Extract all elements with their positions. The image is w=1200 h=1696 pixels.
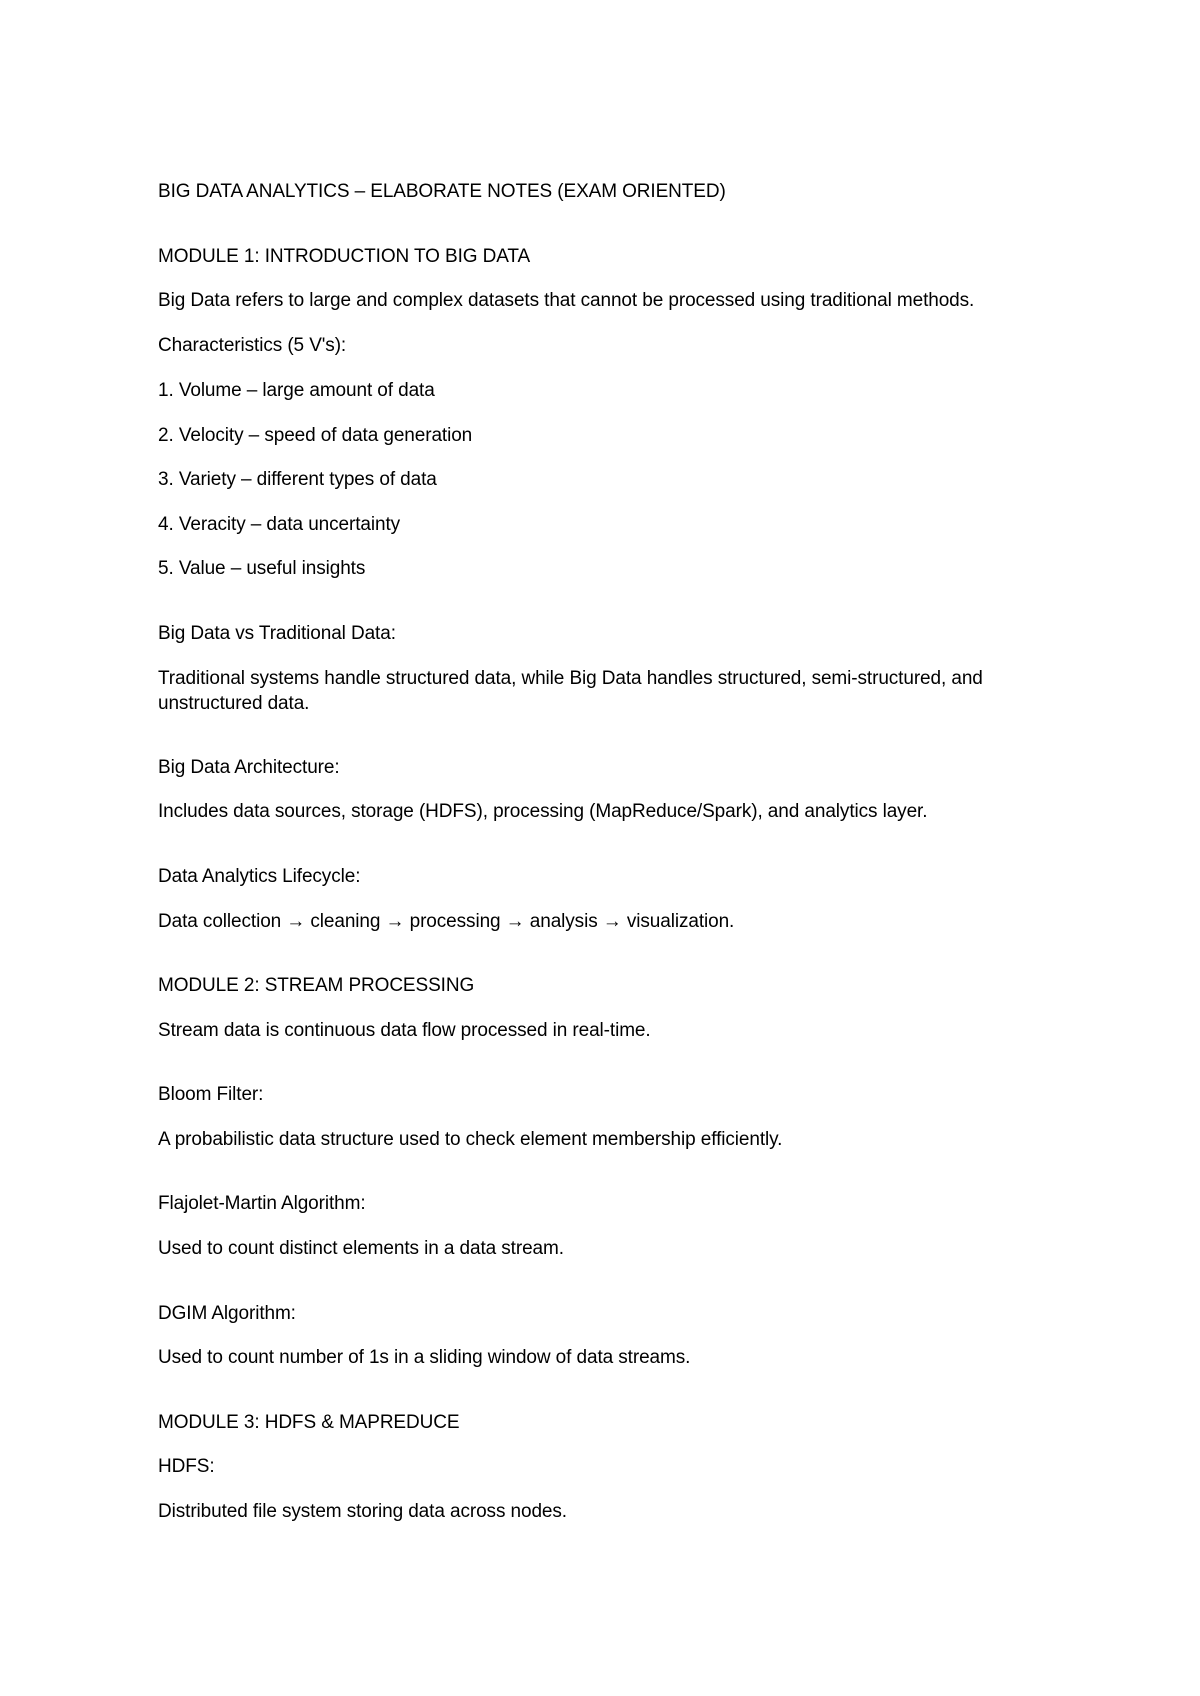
characteristic-item: 1. Volume – large amount of data	[158, 380, 435, 401]
characteristic-item: 5. Value – useful insights	[158, 558, 366, 579]
hdfs-heading: HDFS:	[158, 1456, 215, 1477]
document-title: BIG DATA ANALYTICS – ELABORATE NOTES (EXAM ORIENTED)	[158, 181, 726, 202]
characteristic-item: 3. Variety – different types of data	[158, 469, 437, 490]
flajolet-martin-heading: Flajolet-Martin Algorithm:	[158, 1193, 366, 1214]
module1-heading: MODULE 1: INTRODUCTION TO BIG DATA	[158, 246, 531, 267]
dgim-heading: DGIM Algorithm:	[158, 1303, 296, 1324]
module3-heading: MODULE 3: HDFS & MAPREDUCE	[158, 1412, 460, 1433]
lifecycle-text: Data collection → cleaning → processing → analysis → visualization.	[158, 911, 735, 932]
lifecycle-heading: Data Analytics Lifecycle:	[158, 866, 361, 887]
bloom-text: A probabilistic data structure used to check element membership efficiently.	[158, 1129, 783, 1150]
characteristics-heading: Characteristics (5 V's):	[158, 335, 347, 356]
flajolet-martin-text: Used to count distinct elements in a data stream.	[158, 1238, 564, 1259]
characteristic-item: 2. Velocity – speed of data generation	[158, 425, 473, 446]
vs-heading: Big Data vs Traditional Data:	[158, 623, 396, 644]
vs-text-line: Traditional systems handle structured data, while Big Data handles structured, semi-structured, and	[158, 668, 983, 689]
dgim-text: Used to count number of 1s in a sliding window of data streams.	[158, 1347, 691, 1368]
module1-intro: Big Data refers to large and complex datasets that cannot be processed using traditional methods.	[158, 290, 975, 311]
bloom-heading: Bloom Filter:	[158, 1084, 264, 1105]
characteristic-item: 4. Veracity – data uncertainty	[158, 514, 401, 535]
architecture-heading: Big Data Architecture:	[158, 757, 340, 778]
module2-intro: Stream data is continuous data flow processed in real-time.	[158, 1020, 651, 1041]
vs-text-line: unstructured data.	[158, 693, 310, 714]
hdfs-text: Distributed file system storing data across nodes.	[158, 1501, 567, 1522]
architecture-text: Includes data sources, storage (HDFS), processing (MapReduce/Spark), and analytics layer.	[158, 801, 928, 822]
module2-heading: MODULE 2: STREAM PROCESSING	[158, 975, 475, 996]
